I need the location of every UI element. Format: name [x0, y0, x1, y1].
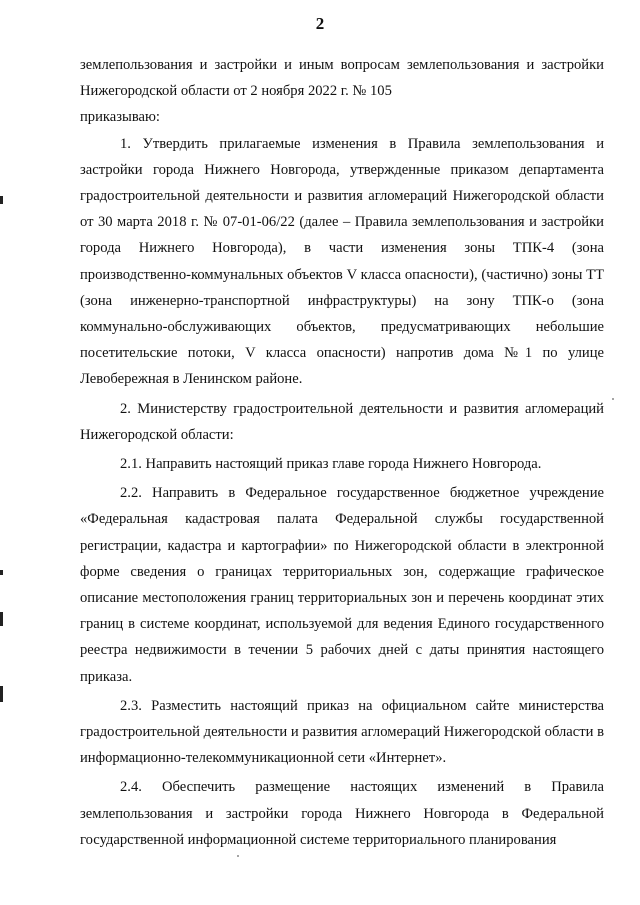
paragraph-item-1: 1. Утвердить прилагаемые изменения в Правила землепользования и застройки города Нижнего Новгорода, утвержденные приказом департамента градостроительной деятельности и развития агломераций Нижегородской области от 30 марта 2018 г. № 07-01-06/22 (далее – Правила землепользования и застройки города Нижнего Новгорода), в части изменения зоны ТПК-4 (зона производственно-коммунальных объектов V класса опасности), (частично) зоны ТТ (зона инженерно-транспортной инфраструктуры) на зону ТПК-о (зона коммунально-обслуживающих объектов, предусматривающих небольшие посетительские потоки, V класса опасности) напротив дома №1 по улице Левобережная в Ленинском районе.	[80, 135, 604, 388]
scan-speck	[612, 398, 614, 400]
document-body	[80, 52, 604, 853]
paragraph-item-2-3: 2.3. Разместить настоящий приказ на официальном сайте министерства градостроительной деятельности и развития агломераций Нижегородской области в информационно-телекоммуникационной сети «Интернет».	[80, 697, 604, 767]
paragraph-order-word: приказываю:	[80, 109, 160, 126]
scan-mark	[0, 570, 3, 575]
scan-speck	[237, 855, 239, 857]
paragraph-item-2-1: 2.1. Направить настоящий приказ главе города Нижнего Новгорода.	[120, 456, 542, 473]
paragraph-continuation: землепользования и застройки и иным вопросам землепользования и застройки Нижегородской области от 2 ноября 2022 г. № 105	[80, 57, 604, 100]
scan-mark	[0, 612, 3, 626]
paragraph-item-2-4: 2.4. Обеспечить размещение настоящих изменений в Правила землепользования и застройки города Нижнего Новгорода в Федеральной государственной информационной системе территориального планирования	[80, 779, 604, 848]
page-number: 2	[315, 14, 325, 33]
scan-mark	[0, 196, 3, 204]
paragraph-item-2-2: 2.2. Направить в Федеральное государственное бюджетное учреждение «Федеральная кадастровая палата Федеральной службы государственной регистрации, кадастра и картографии» по Нижегородской области в электронной форме сведения о границах территориальных зон, содержащие графическое описание местоположения границ территориальных зон и перечень координат этих границ в системе координат, используемой для ведения Единого государственного реестра недвижимости в течении 5 рабочих дней с даты принятия настоящего приказа.	[80, 485, 604, 685]
scan-mark	[0, 686, 3, 702]
paragraph-item-2: 2. Министерству градостроительной деятельности и развития агломераций Нижегородской области:	[80, 400, 604, 443]
